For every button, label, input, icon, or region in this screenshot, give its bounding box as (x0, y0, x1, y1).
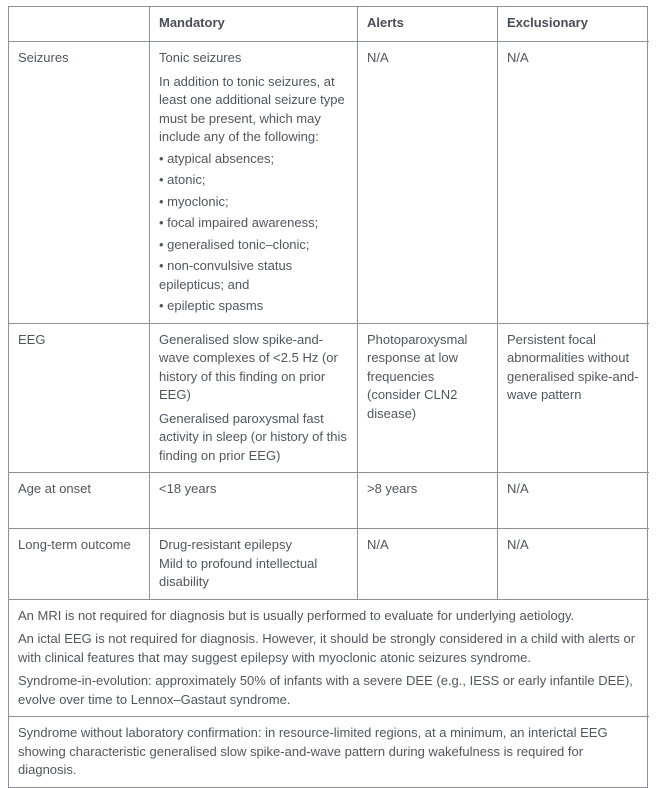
cell-longterm-alerts: N/A (357, 528, 497, 599)
cell-age-mandatory: <18 years (149, 472, 357, 528)
longterm-mandatory-p1: Drug-resistant epilepsy (159, 537, 292, 552)
cell-eeg-alerts: Photoparoxysmal response at low frequencies (consider CLN2 disease) (357, 323, 497, 473)
diagnostic-criteria-table (8, 6, 648, 788)
row-label-seizures: Seizures (9, 41, 149, 323)
cell-age-exclusionary: N/A (497, 472, 649, 528)
cell-longterm-mandatory (149, 528, 357, 599)
header-alerts: Alerts (357, 7, 497, 41)
seizure-type-bullet: • atypical absences; (159, 150, 275, 166)
cell-eeg-exclusionary: Persistent focal abnormalities without generalised spike-and-wave pattern (497, 323, 649, 473)
cell-age-alerts: >8 years (357, 472, 497, 528)
eeg-mandatory-p2: Generalised paroxysmal fast activity in sleep (or history of this finding on prior EEG) (159, 410, 347, 463)
seizure-type-bullet: • myoclonic; (159, 193, 229, 209)
footnote-ictal-eeg: An ictal EEG is not required for diagnosis. However, it should be strongly considered in a child with alerts or with clinical features that may suggest epilepsy with myoclonic atonic seizures syndrome. (18, 631, 636, 665)
seizure-type-bullet: • non-convulsive status epilepticus; and (159, 258, 293, 292)
seizure-type-bullet: • generalised tonic–clonic; (159, 236, 310, 252)
footnote-mri: An MRI is not required for diagnosis but is usually performed to evaluate for underlying aetiology. (18, 607, 575, 623)
cell-seizures-alerts: N/A (357, 41, 497, 323)
seizure-type-bullet: • epileptic spasms (159, 298, 264, 313)
footnote-syndrome-in-evolution: Syndrome-in-evolution: approximately 50% of infants with a severe DEE (e.g., IESS or early infantile DEE), evolve over time to Lennox–Gastaut syndrome. (18, 673, 633, 707)
row-label-age-at-onset: Age at onset (9, 472, 149, 528)
footnote-without-lab-confirmation-section (9, 716, 649, 787)
cell-longterm-exclusionary: N/A (497, 528, 649, 599)
footnotes-general (9, 599, 649, 717)
cell-eeg-mandatory (149, 323, 357, 473)
seizure-type-bullet: • focal impaired awareness; (159, 215, 319, 230)
seizure-type-bullet: • atonic; (159, 172, 206, 187)
header-mandatory: Mandatory (149, 7, 357, 41)
row-label-eeg: EEG (9, 323, 149, 473)
cell-seizures-exclusionary: N/A (497, 41, 649, 323)
row-label-long-term-outcome: Long-term outcome (9, 528, 149, 599)
header-exclusionary: Exclusionary (497, 7, 649, 41)
eeg-mandatory-p1: Generalised slow spike-and-wave complexes of <2.5 Hz (or history of this finding on prior EEG) (159, 331, 338, 402)
seizures-mandatory-p2: In addition to tonic seizures, at least one additional seizure type must be present, which may include any of the following: (159, 73, 345, 144)
longterm-mandatory-p2: Mild to profound intellectual disability (159, 555, 318, 589)
cell-seizures-mandatory (149, 41, 357, 323)
seizures-mandatory-p1: Tonic seizures (159, 50, 242, 65)
header-empty-cell (9, 7, 149, 41)
footnote-without-lab-confirmation: Syndrome without laboratory confirmation: in resource-limited regions, at a minimum, an interictal EEG showing characteristic generalised slow spike-and-wave pattern during wakefulness is required for diagnosis. (18, 725, 608, 777)
